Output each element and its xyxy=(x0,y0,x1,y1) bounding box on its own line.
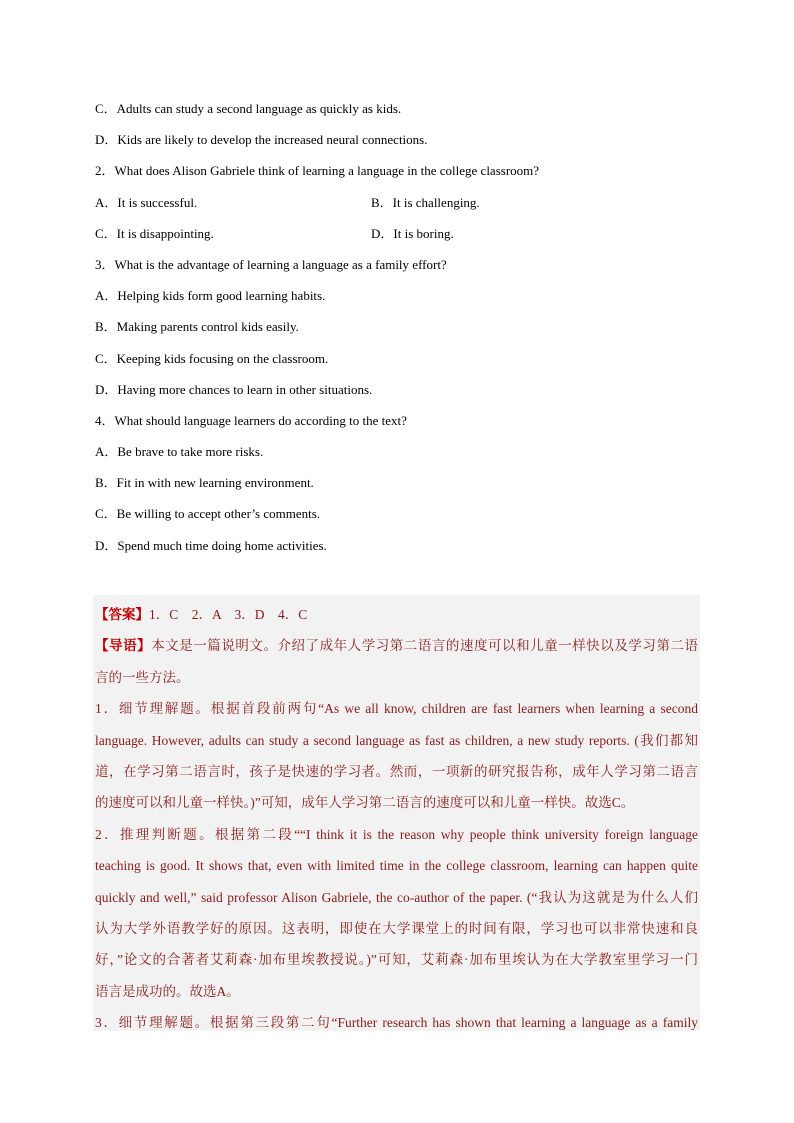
q2-stem: 2．What does Alison Gabriele think of learning a language in the college classroom? xyxy=(95,163,540,179)
explain-2-line-1: 2．推理判断题。根据第二段““I think it is the reason why people think university foreign language xyxy=(95,826,698,842)
explain-2-line-5: 好，”论文的合著者艾莉森·加布里埃教授说。)”可知，艾莉森·加布里埃认为在大学教室里学习一门 xyxy=(95,952,698,968)
explain-1-line-3: 道，在学习第二语言时，孩子是快速的学习者。然而，一项新的研究报告称，成年人学习第二语言 xyxy=(95,763,698,779)
guide-text-1: 本文是一篇说明文。介绍了成年人学习第二语言的速度可以和儿童一样快以及学习第二语 xyxy=(151,638,698,654)
explain-2-line-4: 认为大学外语教学好的原因。这表明，即使在大学课堂上的时间有限，学习也可以非常快速和良 xyxy=(95,920,698,936)
q4-option-c: C．Be willing to accept other’s comments. xyxy=(95,506,321,522)
q1-option-d: D．Kids are likely to develop the increased neural connections. xyxy=(95,132,428,148)
q2-option-a: A．It is successful. xyxy=(95,194,198,210)
q3-option-a: A．Helping kids form good learning habits. xyxy=(95,288,326,304)
answer-text: 1．C 2．A 3．D 4．C xyxy=(149,607,308,622)
q4-stem: 4．What should language learners do according to the text? xyxy=(95,412,407,428)
q2-options-row-2 xyxy=(95,226,705,242)
q2-options-row-1 xyxy=(95,195,705,211)
explain-2-line-3: quickly and well,” said professor Alison Gabriele, the co-author of the paper. (“我认为这就是为什么人们 xyxy=(95,889,698,905)
q4-option-b: B．Fit in with new learning environment. xyxy=(95,475,314,491)
guide-tag: 【导语】 xyxy=(95,638,152,654)
explain-1-line-1: 1．细节理解题。根据首段前两句“As we all know, children are fast learners when learning a second xyxy=(95,701,698,717)
q3-option-b: B．Making parents control kids easily. xyxy=(95,319,299,335)
q2-option-c: C．It is disappointing. xyxy=(95,225,214,241)
answer-tag: 【答案】 xyxy=(95,607,149,622)
q2-option-b: B．It is challenging. xyxy=(371,194,480,210)
q1-option-c: C．Adults can study a second language as quickly as kids. xyxy=(95,101,402,116)
q2-option-d: D．It is boring. xyxy=(371,225,454,241)
guide-line-2: 言的一些方法。 xyxy=(95,669,190,685)
q3-option-d: D．Having more chances to learn in other situations. xyxy=(95,381,373,397)
question-section xyxy=(95,101,705,569)
q4-option-d: D．Spend much time doing home activities. xyxy=(95,537,327,553)
q4-option-a: A．Be brave to take more risks. xyxy=(95,444,264,460)
explain-2-line-2: teaching is good. It shows that, even with limited time in the college classroom, learning can happen quite xyxy=(95,858,698,874)
explain-3-line-1: 3．细节理解题。根据第三段第二句“Further research has shown that learning a language as a family xyxy=(95,1015,698,1031)
guide-line-1 xyxy=(95,630,698,661)
explain-1-line-2: language. However, adults can study a second language as fast as children, a new study reports. (我们都知 xyxy=(95,732,698,748)
q3-option-c: C．Keeping kids focusing on the classroom. xyxy=(95,350,329,366)
answer-explanation-box xyxy=(93,595,700,1031)
answer-line xyxy=(95,599,698,630)
q3-stem: 3．What is the advantage of learning a language as a family effort? xyxy=(95,256,447,272)
explain-1-line-4: 的速度可以和儿童一样快。)”可知，成年人学习第二语言的速度可以和儿童一样快。故选C。 xyxy=(95,795,635,811)
explain-2-line-6: 语言是成功的。故选A。 xyxy=(95,983,240,999)
